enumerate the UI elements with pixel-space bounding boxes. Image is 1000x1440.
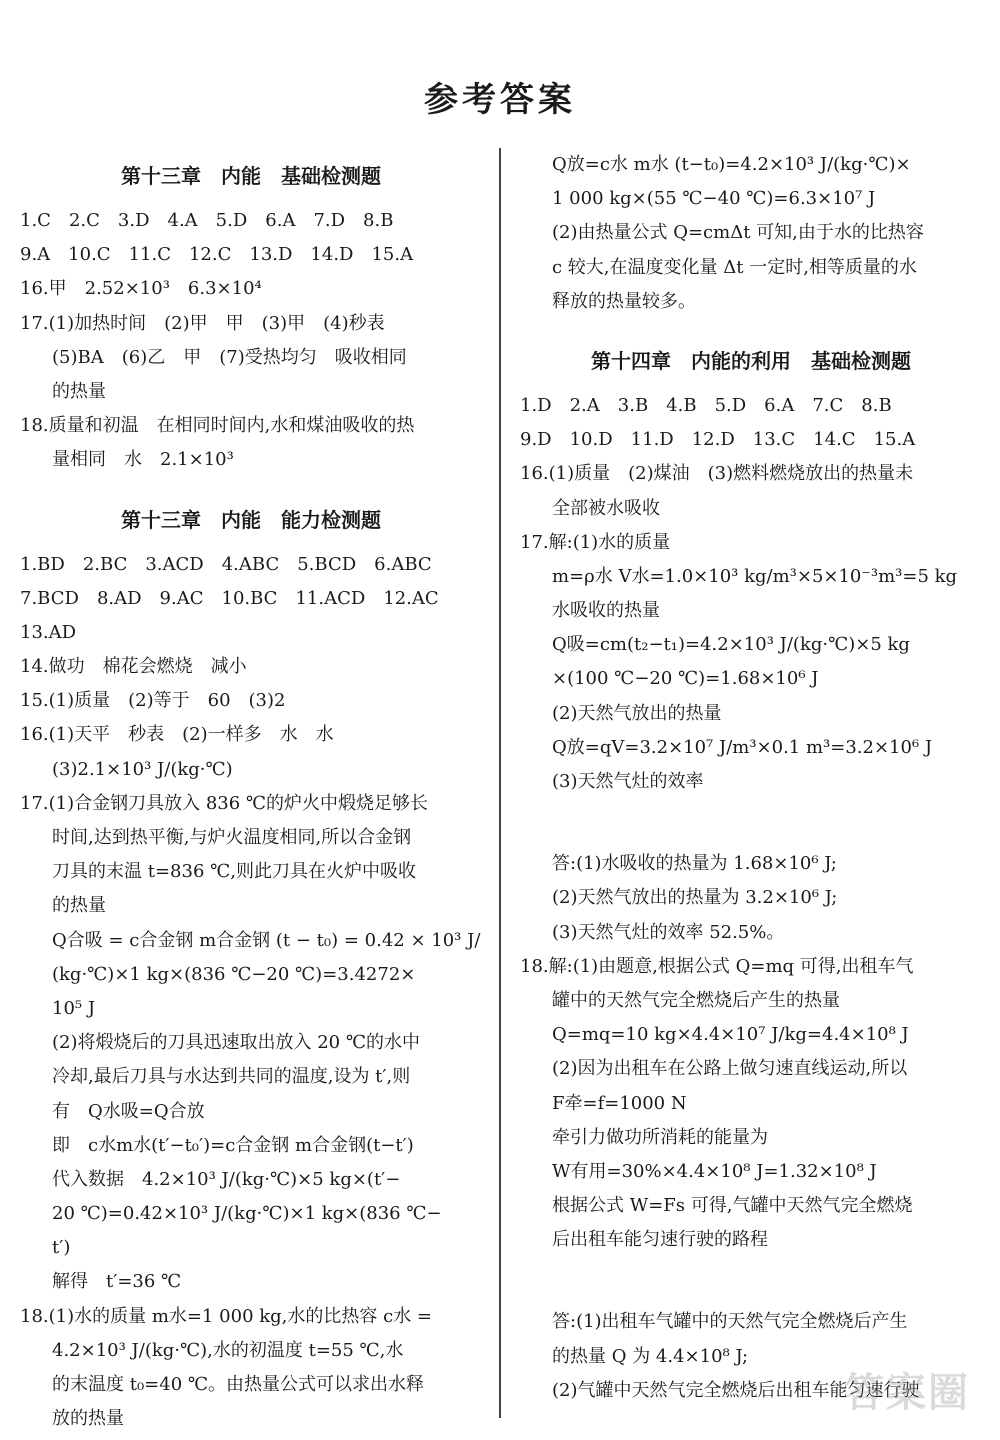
answer-line: m=ρ水 V水=1.0×10³ kg/m³×5×10⁻³m³=5 kg bbox=[552, 565, 958, 587]
right-column bbox=[520, 148, 982, 1408]
answer-line: ×(100 ℃−20 ℃)=1.68×10⁶ J bbox=[552, 668, 819, 690]
answer-line: 答:(1)出租车气罐中的天然气完全燃烧后产生 bbox=[552, 1311, 908, 1333]
answer-line: Q放=c水 m水 (t−t₀)=4.2×10³ J/(kg·℃)× bbox=[552, 154, 911, 175]
answer-line: 18.解:(1)由题意,根据公式 Q=mq 可得,出租车气 bbox=[520, 955, 914, 977]
answer-line: 13.AD bbox=[20, 621, 77, 643]
watermark-logo: 答案圈 bbox=[844, 1370, 970, 1416]
answer-line: Q合吸 = c合金钢 m合金钢 (t − t₀) = 0.42 × 10³ J/ bbox=[52, 929, 481, 951]
answer-line: W有用=30%×4.4×10⁸ J=1.32×10⁸ J bbox=[552, 1160, 877, 1182]
answer-line: (2)将煅烧后的刀具迅速取出放入 20 ℃的水中 bbox=[52, 1032, 420, 1054]
left-column bbox=[20, 148, 482, 1436]
answer-line: 4.2×10³ J/(kg·℃),水的初温度 t=55 ℃,水 bbox=[52, 1339, 404, 1361]
answer-line: (3)2.1×10³ J/(kg·℃) bbox=[52, 758, 233, 780]
answer-line: 的末温度 t₀=40 ℃。由热量公式可以求出水释 bbox=[52, 1374, 425, 1395]
answer-line: 后出租车能匀速行驶的路程 bbox=[552, 1229, 768, 1251]
answer-line: 10⁵ J bbox=[52, 997, 96, 1019]
answer-line: 17.(1)合金钢刀具放入 836 ℃的炉火中煅烧足够长 bbox=[20, 792, 429, 814]
answer-line: 9.D 10.D 11.D 12.D 13.C 14.C 15.A bbox=[520, 429, 916, 451]
answer-line: 17.(1)加热时间 (2)甲 甲 (3)甲 (4)秒表 bbox=[20, 312, 385, 334]
answer-line: 1.C 2.C 3.D 4.A 5.D 6.A 7.D 8.B bbox=[20, 210, 394, 231]
section-title-ch13-basic: 第十三章 内能 基础检测题 bbox=[121, 164, 381, 188]
answer-line: 时间,达到热平衡,与炉火温度相同,所以合金钢 bbox=[52, 827, 412, 848]
answer-line: Q放=qV=3.2×10⁷ J/m³×0.1 m³=3.2×10⁶ J bbox=[552, 736, 933, 758]
answer-line: (2)因为出租车在公路上做匀速直线运动,所以 bbox=[552, 1058, 908, 1080]
answer-line: 14.做功 棉花会燃烧 减小 bbox=[20, 656, 247, 678]
answer-line: 9.A 10.C 11.C 12.C 13.D 14.D 15.A bbox=[20, 244, 414, 266]
answer-line: 刀具的末温 t=836 ℃,则此刀具在火炉中吸收 bbox=[52, 861, 416, 883]
column-divider bbox=[499, 148, 501, 1418]
section-title-ch14-basic: 第十四章 内能的利用 基础检测题 bbox=[591, 348, 911, 373]
answer-line: 20 ℃)=0.42×10³ J/(kg·℃)×1 kg×(836 ℃− bbox=[52, 1203, 442, 1225]
answer-line: 1 000 kg×(55 ℃−40 ℃)=6.3×10⁷ J bbox=[552, 188, 876, 210]
answer-line: (2)天然气放出的热量为 3.2×10⁶ J; bbox=[552, 887, 838, 909]
answer-line: 全部被水吸收 bbox=[552, 497, 660, 519]
answer-line: (2)天然气放出的热量 bbox=[552, 702, 722, 724]
section-title-ch13-ability: 第十三章 内能 能力检测题 bbox=[121, 507, 381, 532]
answer-line: 16.(1)质量 (2)煤油 (3)燃料燃烧放出的热量未 bbox=[520, 463, 914, 485]
answer-line: 即 c水m水(t′−t₀′)=c合金钢 m合金钢(t−t′) bbox=[52, 1134, 414, 1156]
answer-line: (2)气罐中天然气完全燃烧后出租车能匀速行驶 bbox=[552, 1379, 920, 1401]
answer-line: (3)天然气灶的效率 52.5%。 bbox=[552, 921, 785, 943]
answer-line: (2)由热量公式 Q=cmΔt 可知,由于水的比热容 bbox=[552, 222, 924, 244]
answer-line: 水吸收的热量 bbox=[552, 600, 660, 622]
answer-line: (kg·℃)×1 kg×(836 ℃−20 ℃)=3.4272× bbox=[52, 963, 416, 985]
answer-line: c 较大,在温度变化量 Δt 一定时,相等质量的水 bbox=[552, 256, 917, 278]
answer-line: 释放的热量较多。 bbox=[552, 290, 696, 312]
distance-formula bbox=[520, 1257, 982, 1305]
answer-line: 1.BD 2.BC 3.ACD 4.ABC 5.BCD 6.ABC bbox=[20, 553, 432, 575]
answer-line: 牵引力做功所消耗的能量为 bbox=[552, 1126, 768, 1148]
answer-line: (3)天然气灶的效率 bbox=[552, 771, 704, 792]
answer-line: 1.D 2.A 3.B 4.B 5.D 6.A 7.C 8.B bbox=[520, 394, 892, 416]
answer-line: 解得 t′=36 ℃ bbox=[52, 1271, 182, 1293]
answer-line: 16.(1)天平 秒表 (2)一样多 水 水 bbox=[20, 724, 334, 746]
answer-line: 冷却,最后刀具与水达到共同的温度,设为 t′,则 bbox=[52, 1066, 411, 1088]
answer-line: 18.(1)水的质量 m水=1 000 kg,水的比热容 c水 = bbox=[20, 1305, 433, 1327]
answer-line: F牵=f=1000 N bbox=[552, 1092, 687, 1114]
answer-line: 放的热量 bbox=[52, 1408, 124, 1430]
answer-line: 18.质量和初温 在相同时间内,水和煤油吸收的热 bbox=[20, 415, 415, 437]
answer-line: Q吸=cm(t₂−t₁)=4.2×10³ J/(kg·℃)×5 kg bbox=[552, 634, 910, 656]
answer-line: 的热量 bbox=[52, 895, 106, 917]
answer-line: 的热量 Q 为 4.4×10⁸ J; bbox=[552, 1345, 749, 1367]
answer-line: 16.甲 2.52×10³ 6.3×10⁴ bbox=[20, 278, 262, 300]
answer-line: 17.解:(1)水的质量 bbox=[520, 531, 671, 553]
answer-line: 的热量 bbox=[52, 380, 106, 402]
answer-line: 代入数据 4.2×10³ J/(kg·℃)×5 kg×(t′− bbox=[52, 1168, 401, 1190]
page-title: 参考答案 bbox=[424, 80, 576, 120]
answer-line: (5)BA (6)乙 甲 (7)受热均匀 吸收相同 bbox=[52, 346, 407, 368]
efficiency-formula bbox=[520, 799, 982, 847]
answer-line: 有 Q水吸=Q合放 bbox=[52, 1100, 205, 1122]
answer-line: 7.BCD 8.AD 9.AC 10.BC 11.ACD 12.AC bbox=[20, 587, 439, 609]
answer-line: 根据公式 W=Fs 可得,气罐中天然气完全燃烧 bbox=[552, 1195, 913, 1217]
answer-line: 罐中的天然气完全燃烧后产生的热量 bbox=[552, 989, 840, 1011]
answer-line: t′) bbox=[52, 1237, 71, 1259]
answer-line: 答:(1)水吸收的热量为 1.68×10⁶ J; bbox=[552, 853, 837, 875]
answer-line: 量相同 水 2.1×10³ bbox=[52, 449, 234, 471]
answer-line: 15.(1)质量 (2)等于 60 (3)2 bbox=[20, 690, 286, 712]
answer-line: Q=mq=10 kg×4.4×10⁷ J/kg=4.4×10⁸ J bbox=[552, 1024, 909, 1046]
